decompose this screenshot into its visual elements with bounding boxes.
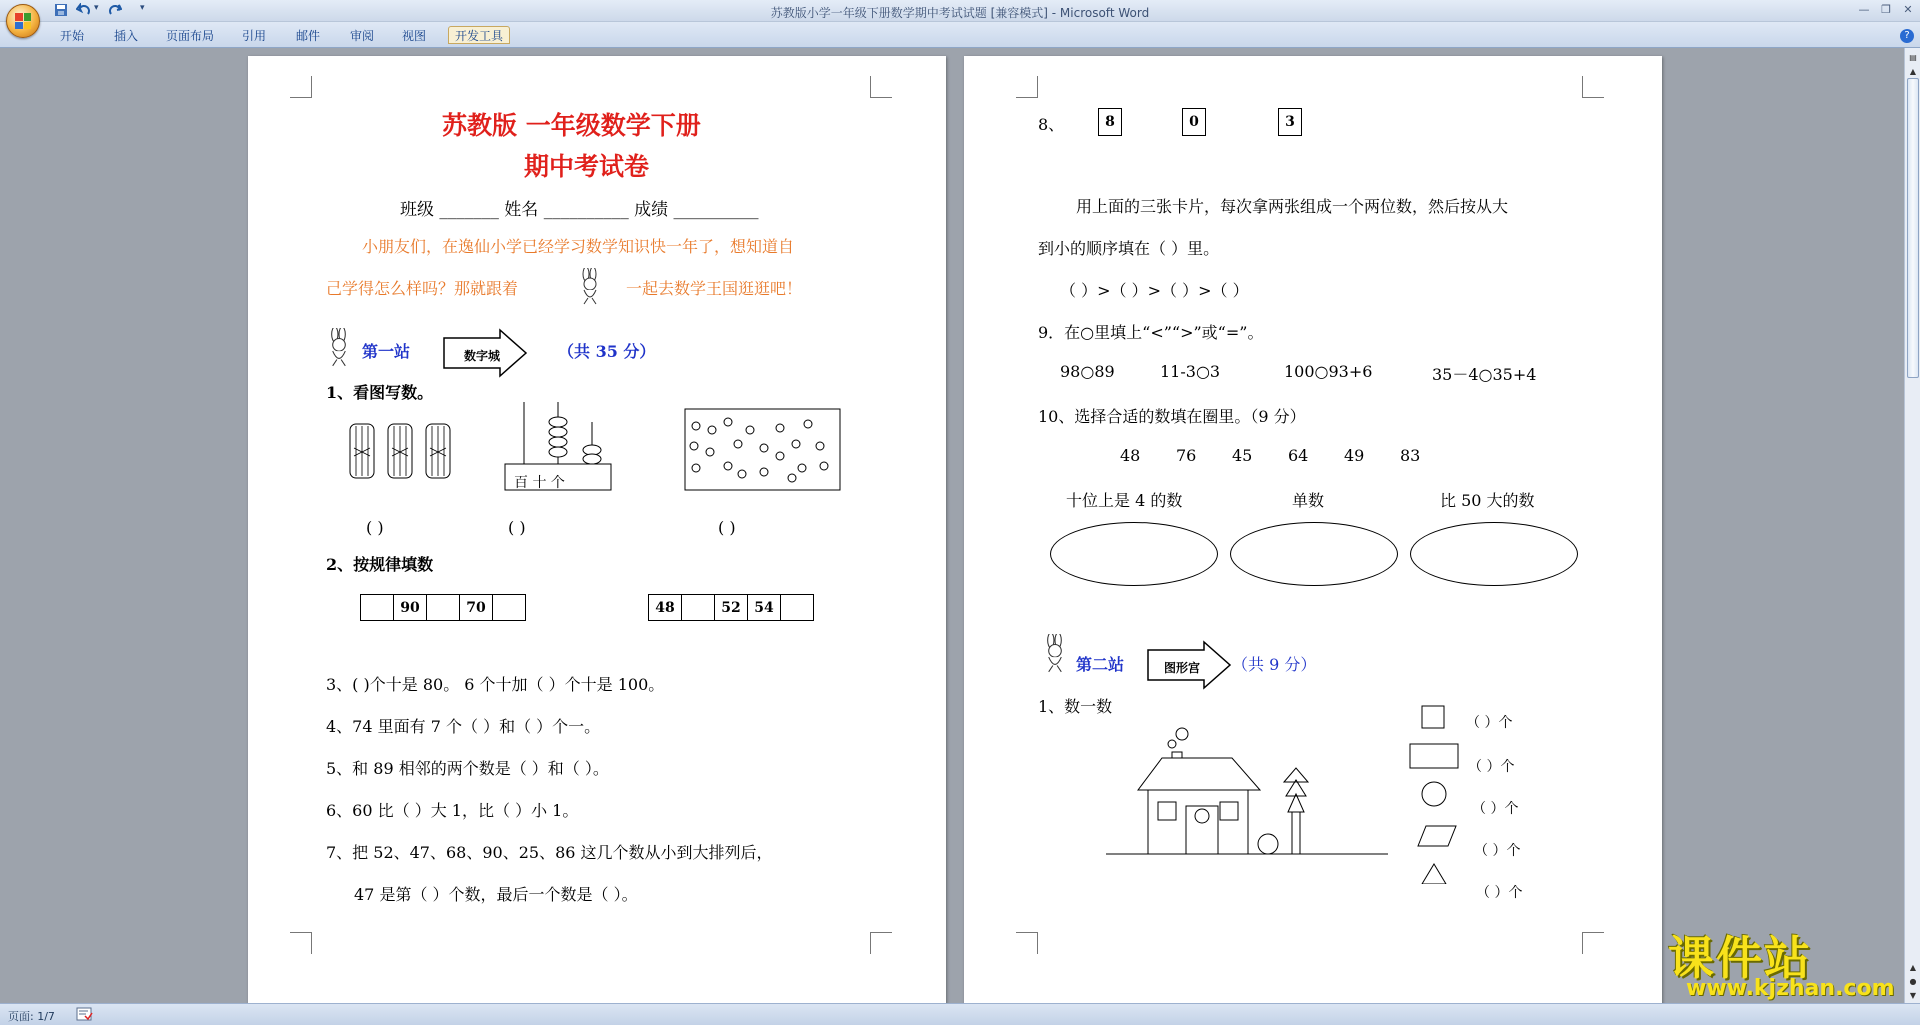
student-info-line: 班级 _______ 姓名 __________ 成绩 __________ bbox=[400, 200, 759, 220]
tab-home[interactable]: 开始 bbox=[60, 29, 85, 43]
shapes-image bbox=[1408, 704, 1460, 884]
rabbit-icon bbox=[576, 268, 604, 308]
station-1-tag: 数字城 bbox=[464, 349, 501, 363]
number-card: 8 bbox=[1098, 108, 1122, 136]
q10-label: 单数 bbox=[1292, 491, 1325, 510]
station-2-question-1: 1、数一数 bbox=[1038, 697, 1113, 716]
question-9: 9．在○里填上“<”“>”或“=”。 bbox=[1038, 323, 1264, 342]
page-2 bbox=[964, 56, 1662, 1003]
sequence-table-1 bbox=[360, 594, 526, 621]
undo-dropdown-icon[interactable]: ▾ bbox=[94, 3, 99, 13]
station-2-tag: 图形宫 bbox=[1164, 661, 1201, 675]
margin-mark bbox=[1582, 932, 1604, 954]
question-2: 2、按规律填数 bbox=[326, 555, 434, 574]
tab-review[interactable]: 审阅 bbox=[350, 29, 375, 43]
intro-line-2b: 一起去数学王国逛逛吧！ bbox=[626, 279, 803, 298]
status-bar bbox=[0, 1003, 1920, 1025]
q1-answer-blank-1[interactable]: ( ) bbox=[366, 518, 384, 537]
q10-number: 64 bbox=[1288, 446, 1309, 465]
tab-references[interactable]: 引用 bbox=[242, 29, 267, 43]
sequence-cell: 52 bbox=[715, 595, 748, 621]
office-button[interactable] bbox=[6, 4, 40, 38]
select-browse-object-icon[interactable]: ● bbox=[1909, 977, 1917, 986]
q9-item[interactable]: 11-3○3 bbox=[1160, 362, 1221, 381]
proofing-icon[interactable] bbox=[76, 1007, 94, 1022]
station-1-label: 第一站 bbox=[362, 342, 411, 361]
q10-number: 45 bbox=[1232, 446, 1253, 465]
watermark-url: www.kjzhan.com bbox=[1686, 976, 1895, 1001]
sequence-table-2 bbox=[648, 594, 814, 621]
dots-image bbox=[684, 408, 842, 492]
q10-number: 83 bbox=[1400, 446, 1421, 465]
office-logo-icon bbox=[15, 13, 31, 29]
sequence-cell[interactable] bbox=[361, 595, 394, 621]
question-4: 4、74 里面有 7 个（ ）和（ ）个一。 bbox=[326, 717, 601, 736]
scroll-thumb[interactable] bbox=[1907, 78, 1919, 378]
q10-number: 48 bbox=[1120, 446, 1141, 465]
answer-oval[interactable] bbox=[1410, 522, 1578, 586]
close-icon[interactable]: ✕ bbox=[1903, 3, 1913, 16]
tab-page-layout[interactable]: 页面布局 bbox=[166, 29, 215, 43]
q9-item[interactable]: 100○93+6 bbox=[1284, 362, 1373, 381]
q10-number: 49 bbox=[1344, 446, 1365, 465]
question-1: 1、看图写数。 bbox=[326, 383, 434, 402]
sequence-cell: 48 bbox=[649, 595, 682, 621]
margin-mark bbox=[1582, 76, 1604, 98]
title-bar bbox=[0, 0, 1920, 22]
answer-oval[interactable] bbox=[1230, 522, 1398, 586]
sequence-cell[interactable] bbox=[427, 595, 460, 621]
sequence-cell[interactable] bbox=[781, 595, 814, 621]
page-count[interactable]: 页面: 1/7 bbox=[8, 1010, 55, 1023]
house-image bbox=[1102, 720, 1392, 856]
margin-mark bbox=[290, 932, 312, 954]
q10-number: 76 bbox=[1176, 446, 1197, 465]
question-5: 5、和 89 相邻的两个数是（ ）和（ ）。 bbox=[326, 759, 609, 778]
question-7: 7、把 52、47、68、90、25、86 这几个数从小到大排列后， bbox=[326, 843, 773, 862]
q9-item[interactable]: 98○89 bbox=[1060, 362, 1115, 381]
sequence-cell: 54 bbox=[748, 595, 781, 621]
intro-line-1: 小朋友们，在逸仙小学已经学习数学知识快一年了，想知道自 bbox=[362, 237, 795, 256]
q10-label: 十位上是 4 的数 bbox=[1066, 491, 1183, 510]
watermark bbox=[1668, 922, 1904, 1002]
tab-insert[interactable]: 插入 bbox=[114, 29, 139, 43]
window-title: 苏教版小学一年级下册数学期中考试试题 [兼容模式] - Microsoft Word bbox=[770, 6, 1150, 20]
ruler-toggle-icon[interactable]: ▤ bbox=[1909, 53, 1917, 62]
q1-answer-blank-2[interactable]: ( ) bbox=[508, 518, 526, 537]
ribbon-tabs bbox=[0, 22, 1920, 48]
tab-view[interactable]: 视图 bbox=[402, 29, 427, 43]
q1-answer-blank-3[interactable]: ( ) bbox=[718, 518, 736, 537]
sequence-cell: 70 bbox=[460, 595, 493, 621]
question-7-continued: 47 是第（ ）个数，最后一个数是（ ）。 bbox=[354, 885, 638, 904]
q8-text-line-1: 用上面的三张卡片，每次拿两张组成一个两位数，然后按从大 bbox=[1076, 197, 1509, 216]
stick-bundles-image bbox=[348, 420, 458, 482]
question-10: 10、选择合适的数填在圈里。（9 分） bbox=[1038, 407, 1306, 426]
rabbit-icon bbox=[1040, 634, 1070, 676]
help-icon[interactable]: ? bbox=[1900, 29, 1914, 43]
question-8: 8、 bbox=[1038, 115, 1065, 134]
sequence-cell: 90 bbox=[394, 595, 427, 621]
rabbit-icon bbox=[324, 328, 354, 370]
shape-count-blank[interactable]: （ ）个 bbox=[1472, 801, 1519, 817]
shape-count-blank[interactable]: （ ）个 bbox=[1468, 759, 1515, 775]
next-page-icon[interactable]: ▼ bbox=[1909, 991, 1917, 1000]
question-3: 3、( )个十是 80。 6 个十加（ ）个十是 100。 bbox=[326, 675, 665, 694]
question-6: 6、60 比（ ）大 1，比（ ）小 1。 bbox=[326, 801, 579, 820]
station-1-score: （共 35 分） bbox=[558, 342, 656, 361]
number-card: 3 bbox=[1278, 108, 1302, 136]
sequence-cell[interactable] bbox=[682, 595, 715, 621]
tab-mailings[interactable]: 邮件 bbox=[296, 29, 321, 43]
q9-item[interactable]: 35－4○35+4 bbox=[1432, 365, 1537, 384]
minimize-icon[interactable]: — bbox=[1858, 3, 1870, 16]
intro-line-2a: 己学得怎么样吗？那就跟着 bbox=[326, 279, 519, 298]
station-2-label: 第二站 bbox=[1076, 655, 1125, 674]
vertical-scrollbar[interactable] bbox=[1904, 48, 1920, 1003]
q10-label: 比 50 大的数 bbox=[1440, 491, 1535, 510]
customize-qat-icon[interactable]: ▾ bbox=[140, 3, 145, 13]
document-area bbox=[0, 48, 1904, 1003]
margin-mark bbox=[290, 76, 312, 98]
number-card: 0 bbox=[1182, 108, 1206, 136]
shape-count-blank[interactable]: （ ）个 bbox=[1474, 843, 1521, 859]
q8-answer-blanks[interactable]: （ ）>（ ）>（ ）>（ ） bbox=[1060, 281, 1249, 300]
tab-developer[interactable]: 开发工具 bbox=[448, 26, 510, 44]
maximize-icon[interactable]: ❐ bbox=[1881, 3, 1891, 16]
previous-page-icon[interactable]: ▲ bbox=[1909, 963, 1917, 972]
margin-mark bbox=[870, 932, 892, 954]
q8-text-line-2: 到小的顺序填在（ ）里。 bbox=[1038, 239, 1220, 258]
shape-count-blank[interactable]: （ ）个 bbox=[1466, 715, 1513, 731]
station-2-score: （共 9 分） bbox=[1232, 655, 1317, 674]
sequence-cell[interactable] bbox=[493, 595, 526, 621]
scroll-up-icon[interactable]: ▲ bbox=[1909, 67, 1917, 76]
page-1 bbox=[248, 56, 946, 1003]
margin-mark bbox=[1016, 76, 1038, 98]
margin-mark bbox=[870, 76, 892, 98]
shape-count-blank[interactable]: （ ）个 bbox=[1476, 885, 1523, 901]
page-subtitle: 期中考试卷 bbox=[524, 152, 650, 181]
page-title: 苏教版 一年级数学下册 bbox=[442, 111, 701, 140]
margin-mark bbox=[1016, 932, 1038, 954]
abacus-labels: 百 十 个 bbox=[514, 475, 565, 491]
answer-oval[interactable] bbox=[1050, 522, 1218, 586]
watermark-title: 课件站 bbox=[1668, 931, 1812, 985]
